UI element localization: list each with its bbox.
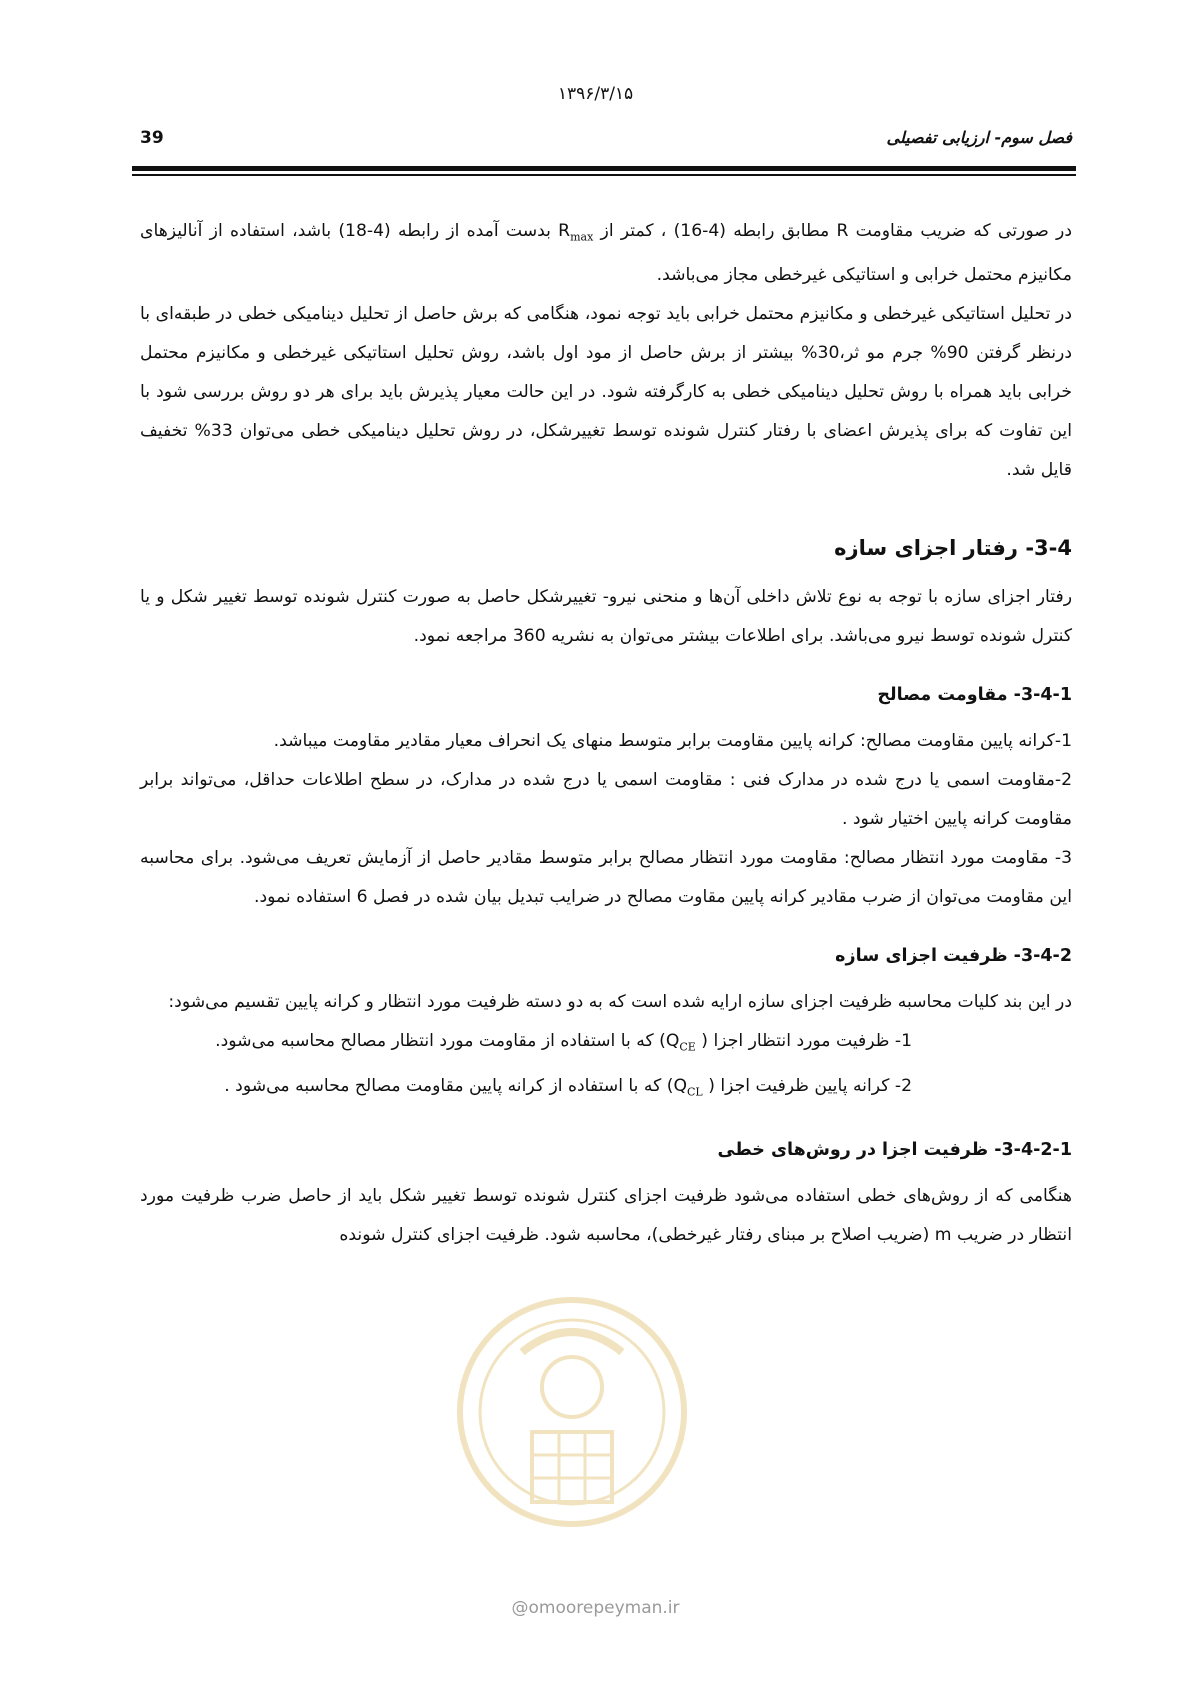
intro-paragraph-2: در تحلیل استاتیکی غیرخطی و مکانیزم محتمل خرابی باید توجه نمود، هنگامی که برش حاصل از تحلیل دینامیکی خطی در طبقه‌ای با درنظر گرفتن 90% جرم مو ثر،30% بیشتر از برش حاصل از مود اول باشد، روش تحلیل استاتیکی غیرخطی و مکانیزم محتمل خرابی باید همراه با روش تحلیل دینامیکی خطی به کارگرفته شود. در این حالت معیار پذیرش باید برای هر دو روش بررسی شود با این تفاوت که برای پذیرش اعضای با رفتار کنترل شونده توسط تغییرشکل، در روش تحلیل دینامیکی خطی می‌توان 33% تخفیف قایل شد. [140,304,1073,481]
section-heading-3-4-2: 3-4-2- ظرفیت اجزای سازه [835,946,1072,967]
capacity-item-1a: 1- ظرفیت مورد انتظار اجزا ( Q [665,1031,912,1052]
header-rule-thin [132,174,1076,176]
chapter-title: فصل سوم- ارزیابی تفصیلی [886,128,1072,147]
section-heading-3-4: 3-4- رفتار اجزای سازه [834,536,1072,561]
capacity-item-1 [140,1022,1072,1066]
section-3-4-2-body: در این بند کلیات محاسبه ظرفیت اجزای سازه ارایه شده است که به دو دسته ظرفیت مورد انتظار و کرانه پایین تقسیم می‌شود: [168,992,1072,1013]
capacity-item-1b: ) که با استفاده از مقاومت مورد انتظار مصالح محاسبه می‌شود. [215,1031,666,1052]
page-header [140,128,1072,156]
qcl-subscript: CL [687,1085,703,1099]
capacity-item-2 [140,1067,1072,1111]
materials-item-1: 1-کرانه پایین مقاومت مصالح: کرانه پایین مقاومت برابر متوسط منهای یک انحراف معیار مقادیر مقاومت میباشد. [273,731,1072,752]
section-heading-3-4-2-1: 3-4-2-1- ظرفیت اجزا در روش‌های خطی [717,1140,1072,1161]
section-3-4-2-1-body: هنگامی که از روش‌های خطی استفاده می‌شود ظرفیت اجزای کنترل شونده توسط تغییر شکل باید از حاصل ضرب ظرفیت مورد انتظار در ضریب m (ضریب اصلاح بر مبنای رفتار غیرخطی)، محاسبه شود. ظرفیت اجزای کنترل شونده [140,1186,1072,1246]
r-max-subscript: max [570,230,594,244]
header-rule-thick [132,166,1076,171]
page-body [140,212,1072,1255]
qce-subscript: CE [679,1040,696,1054]
document-date: ۱۳۹۶/۳/۱۵ [557,84,634,104]
section-3-4-body: رفتار اجزای سازه با توجه به نوع تلاش داخلی آن‌ها و منحنی نیرو- تغییرشکل حاصل به صورت کنترل شونده توسط تغییر شکل و یا کنترل شونده توسط نیرو می‌باشد. برای اطلاعات بیشتر می‌توان به نشریه 360 مراجعه نمود. [140,587,1072,647]
intro-paragraph-1 [140,212,1072,295]
intro-text-1a: در صورتی که ضریب مقاومت R مطابق رابطه (4-16) ، کمتر از R [558,221,1072,241]
capacity-item-2a: 2- کرانه پایین ظرفیت اجزا ( Q [673,1075,912,1096]
materials-item-3: 3- مقاومت مورد انتظار مصالح: مقاومت مورد انتظار مصالح برابر متوسط مقادیر حاصل از آزمایش تعریف می‌شود. برای محاسبه این مقاومت می‌توان از ضرب مقادیر کرانه پایین مقاوت مصالح در ضرایب تبدیل بیان شده در فصل 6 استفاده نمود. [140,848,1072,908]
section-heading-3-4-1: 3-4-1- مقاومت مصالح [877,685,1072,706]
publisher-seal-watermark [452,1292,692,1532]
intro-text-1b: بدست آمده از رابطه (4-18) باشد، استفاده از آنالیزهای مکانیزم محتمل خرابی و استاتیکی غیرخطی مجاز می‌باشد. [140,221,1072,286]
materials-item-2: 2-مقاومت اسمی یا درج شده در مدارک فنی : مقاومت اسمی یا درج شده در مدارک، در سطح اطلاعات حداقل، می‌تواند برابر مقاومت کرانه پایین اختیار شود . [140,770,1072,830]
website-watermark: @omoorepeyman.ir [511,1598,680,1618]
page-number: 39 [140,128,164,148]
capacity-item-2b: ) که با استفاده از کرانه پایین مقاومت مصالح محاسبه می‌شود . [224,1075,674,1096]
